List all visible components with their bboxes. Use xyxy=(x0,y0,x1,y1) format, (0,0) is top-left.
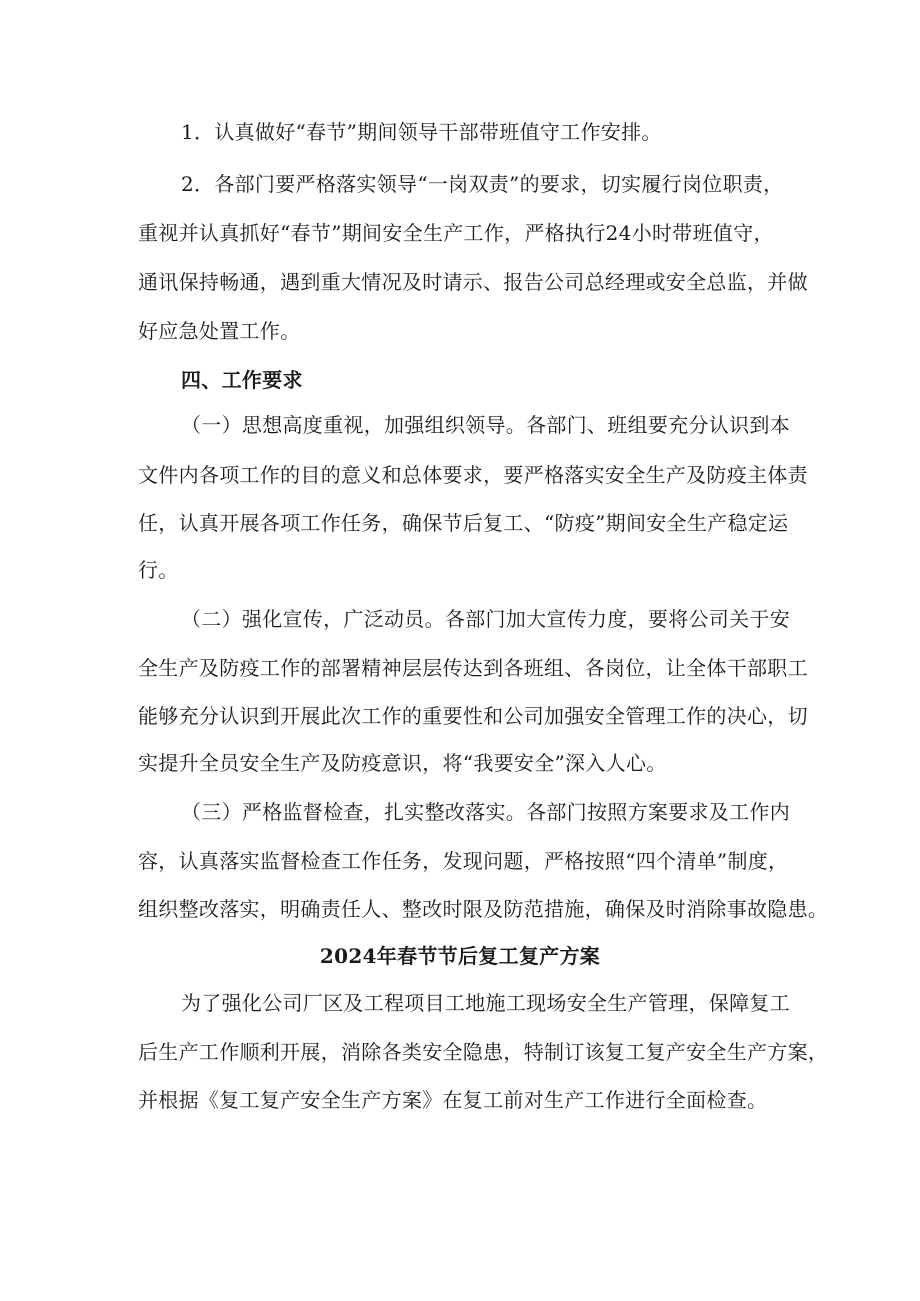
section-4-para-2-line-1: （二）强化宣传，广泛动员。各部门加大宣传力度，要将公司关于安 xyxy=(181,607,790,631)
plan-title: 2024年春节节后复工复产方案 xyxy=(319,944,601,968)
section-4-para-1-line-2: 文件内各项工作的目的意义和总体要求，要严格落实安全生产及防疫主体责 xyxy=(138,463,808,487)
section-4-para-2-line-3: 能够充分认识到开展此次工作的重要性和公司加强安全管理工作的决心，切 xyxy=(138,704,808,728)
section-4-para-2-line-4: 实提升全员安全生产及防疫意识，将“我要安全”深入人心。 xyxy=(138,751,667,775)
section-4-para-3-line-3: 组织整改落实，明确责任人、整改时限及防范措施，确保及时消除事故隐患。 xyxy=(138,897,829,921)
item-1-line-1: 1．认真做好“春节”期间领导干部带班值守工作安排。 xyxy=(181,120,662,144)
item-2-line-3: 通讯保持畅通，遇到重大情况及时请示、报告公司总经理或安全总监，并做 xyxy=(138,270,808,294)
section-4-para-1-line-4: 行。 xyxy=(138,558,179,582)
plan-intro-line-1: 为了强化公司厂区及工程项目工地施工现场安全生产管理，保障复工 xyxy=(181,991,790,1015)
item-2-line-2: 重视并认真抓好“春节”期间安全生产工作，严格执行24小时带班值守， xyxy=(138,221,774,245)
item-2-line-4: 好应急处置工作。 xyxy=(138,319,301,343)
section-4-para-2-line-2: 全生产及防疫工作的部署精神层层传达到各班组、各岗位，让全体干部职工 xyxy=(138,656,808,680)
plan-intro-line-3: 并根据《复工复产安全生产方案》在复工前对生产工作进行全面检查。 xyxy=(138,1088,768,1112)
section-4-para-3-line-2: 容，认真落实监督检查工作任务，发现问题，严格按照“四个清单”制度， xyxy=(138,849,789,873)
item-2-line-1: 2．各部门要严格落实领导“一岗双责”的要求，切实履行岗位职责， xyxy=(181,172,784,196)
section-4-para-1-line-3: 任，认真开展各项工作任务，确保节后复工、“防疫”期间安全生产稳定运 xyxy=(138,511,789,535)
section-4-para-1-line-1: （一）思想高度重视，加强组织领导。各部门、班组要充分认识到本 xyxy=(181,413,790,437)
section-4-heading: 四、工作要求 xyxy=(181,368,303,392)
plan-intro-line-2: 后生产工作顺利开展，消除各类安全隐患，特制订该复工复产安全生产方案， xyxy=(138,1040,829,1064)
section-4-para-3-line-1: （三）严格监督检查，扎实整改落实。各部门按照方案要求及工作内 xyxy=(181,800,790,824)
